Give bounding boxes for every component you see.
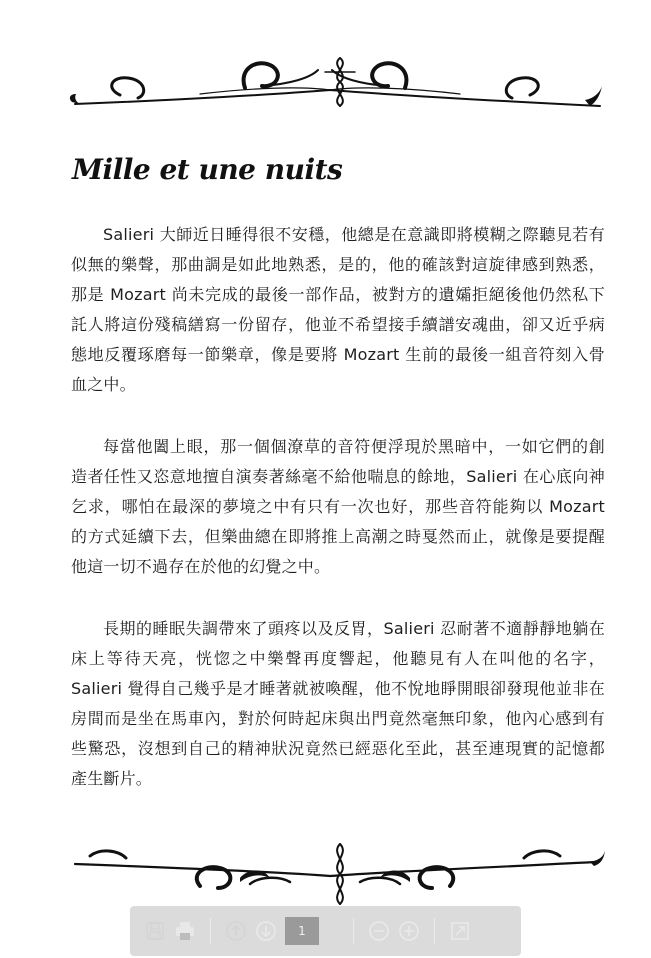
document-body <box>71 220 605 826</box>
zoom-in-icon[interactable] <box>394 916 424 946</box>
print-icon[interactable] <box>170 916 200 946</box>
fullscreen-icon[interactable] <box>445 916 475 946</box>
page-down-icon[interactable] <box>251 916 281 946</box>
page-total: 18 <box>327 924 341 938</box>
top-ornament <box>0 50 651 115</box>
page-number-input[interactable]: 1 <box>285 917 319 945</box>
page-up-icon[interactable] <box>221 916 251 946</box>
viewer-toolbar <box>130 906 521 956</box>
document-title: Mille et une nuits <box>72 152 343 186</box>
bottom-ornament <box>0 838 651 908</box>
paragraph-2: 每當他闔上眼，那一個個潦草的音符便浮現於黑暗中，一如它們的創造者任性又恣意地擅自演奏著絲毫不給他喘息的餘地，Salieri 在心底向神乞求，哪怕在最深的夢境之中有只有一次也好，那些音符能夠以 Mozart 的方式延續下去，但樂曲總在即將推上高潮之時戛然而止，就像是要提醒他這一切不過存在於他的幻覺之中。 <box>71 437 605 576</box>
toolbar-divider <box>210 918 211 944</box>
toolbar-divider <box>434 918 435 944</box>
paragraph-1: Salieri 大師近日睡得很不安穩，他總是在意識即將模糊之際聽見若有似無的樂聲，那曲調是如此地熟悉，是的，他的確該對這旋律感到熟悉，那是 Mozart 尚未完成的最後一部作品，被對方的遺孀拒絕後他仍然私下託人將這份殘稿繕寫一份留存，他並不希望接手續譜安魂曲，卻又近乎病態地反覆琢磨每一節樂章，像是要將 Mozart 生前的最後一組音符刻入骨血之中。 <box>71 225 605 394</box>
toolbar-divider <box>353 918 354 944</box>
zoom-out-icon[interactable] <box>364 916 394 946</box>
save-icon[interactable] <box>140 916 170 946</box>
paragraph-3: 長期的睡眠失調帶來了頭疼以及反胃，Salieri 忍耐著不適靜靜地躺在床上等待天亮，恍惚之中樂聲再度響起，他聽見有人在叫他的名字，Salieri 覺得自己幾乎是才睡著就被喚醒，他不悅地睜開眼卻發現他並非在房間而是坐在馬車內，對於何時起床與出門竟然毫無印象，他內心感到有些驚恐，沒想到自己的精神狀況竟然已經惡化至此，甚至連現實的記憶都產生斷片。 <box>71 619 605 788</box>
